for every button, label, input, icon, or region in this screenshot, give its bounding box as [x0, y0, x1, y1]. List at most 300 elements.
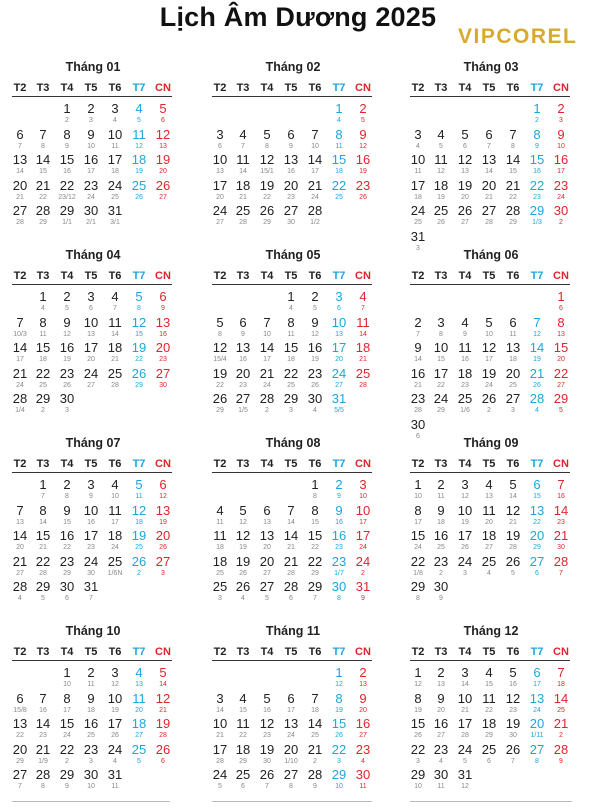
- lunar-date: 4: [439, 757, 443, 765]
- day-cell: [303, 692, 327, 715]
- solar-date: 30: [59, 391, 75, 406]
- lunar-date: 20: [87, 356, 95, 363]
- day-cell: [477, 717, 501, 740]
- day-cell: [151, 179, 175, 202]
- lunar-date: 23: [461, 381, 469, 389]
- day-cell: [453, 768, 477, 791]
- day-cell: [327, 555, 351, 578]
- lunar-date: 15: [135, 330, 143, 338]
- lunar-date: 6: [337, 305, 341, 312]
- lunar-date: 28: [111, 381, 119, 389]
- day-cell: [351, 316, 375, 339]
- solar-date: 8: [557, 314, 565, 330]
- lunar-date: 20: [159, 168, 167, 175]
- day-cell: [327, 179, 351, 202]
- day-cell: [477, 316, 501, 339]
- solar-date: 21: [259, 365, 275, 381]
- day-cell: [31, 392, 55, 415]
- lunar-date: 14: [159, 681, 167, 688]
- solar-date: 1: [39, 289, 47, 304]
- lunar-date: 12: [359, 142, 367, 150]
- day-cell: [501, 743, 525, 766]
- day-cell: [279, 717, 303, 740]
- day-cell: [8, 504, 32, 527]
- solar-date: 9: [414, 340, 422, 355]
- day-cell: [127, 128, 151, 151]
- lunar-date: 28: [461, 732, 469, 739]
- lunar-date: 14: [509, 493, 517, 500]
- day-cell: [429, 128, 453, 151]
- day-cell: [525, 179, 549, 202]
- lunar-date: 9: [361, 595, 365, 602]
- lunar-date: 23: [239, 381, 247, 389]
- weekday-label: T5: [84, 646, 98, 658]
- lunar-date: 11: [287, 330, 295, 338]
- lunar-date: 14: [39, 518, 47, 526]
- lunar-date: 1/8: [413, 569, 423, 577]
- lunar-date: 2: [361, 569, 365, 577]
- day-cell: [208, 529, 232, 552]
- day-cell: [279, 555, 303, 578]
- solar-date: 10: [457, 690, 473, 706]
- lunar-date: 10: [359, 493, 367, 500]
- weekday-label: T7: [530, 458, 544, 470]
- day-cell: [303, 717, 327, 740]
- lunar-date: 22: [239, 732, 247, 739]
- solar-date: 19: [505, 528, 521, 543]
- solar-date: 8: [335, 690, 343, 706]
- day-cell: [351, 153, 375, 176]
- weekday-label: CN: [553, 82, 569, 94]
- lunar-date: 26: [359, 193, 367, 201]
- solar-date: 23: [83, 741, 99, 757]
- solar-date: 17: [107, 716, 123, 731]
- day-cell: [231, 367, 255, 390]
- day-cell: [303, 392, 327, 415]
- weekday-label: CN: [155, 646, 171, 658]
- day-cell: [279, 692, 303, 715]
- lunar-date: 25: [135, 544, 143, 551]
- day-cell: [303, 204, 327, 227]
- lunar-date: 5: [41, 595, 45, 602]
- day-cell: [279, 341, 303, 364]
- solar-date: 10: [83, 502, 99, 518]
- day-cell: [151, 529, 175, 552]
- weekday-label: T5: [284, 270, 298, 282]
- day-cell: [55, 179, 79, 202]
- solar-date: 18: [355, 340, 371, 355]
- day-cell: [477, 341, 501, 364]
- day-cell: [55, 367, 79, 390]
- solar-date: 20: [529, 528, 545, 543]
- solar-date: 14: [553, 690, 569, 706]
- day-cell: [103, 367, 127, 390]
- weekday-label: CN: [155, 82, 171, 94]
- month-title: Tháng 02: [265, 60, 321, 74]
- day-cell: [255, 316, 279, 339]
- day-cell: [453, 153, 477, 176]
- lunar-date: 27: [359, 732, 367, 739]
- lunar-date: 28: [159, 732, 167, 739]
- day-cell: [151, 692, 175, 715]
- day-cell: [549, 478, 573, 501]
- lunar-date: 25: [509, 381, 517, 389]
- day-cell: [406, 153, 430, 176]
- day-cell: [231, 392, 255, 415]
- day-cell: [303, 367, 327, 390]
- day-cell: [351, 555, 375, 578]
- lunar-date: 3: [463, 569, 467, 577]
- day-cell: [55, 102, 79, 125]
- solar-date: 18: [212, 553, 228, 569]
- day-cell: [79, 478, 103, 501]
- solar-date: 1: [63, 665, 71, 680]
- lunar-date: 7: [559, 569, 563, 577]
- lunar-date: 25: [311, 732, 319, 739]
- lunar-date: 5: [137, 757, 141, 765]
- weekday-label: T2: [411, 270, 425, 282]
- lunar-date: 16: [239, 356, 247, 363]
- solar-date: 25: [212, 579, 228, 594]
- solar-date: 11: [108, 502, 122, 518]
- lunar-date: 11: [335, 142, 343, 150]
- day-cell: [103, 341, 127, 364]
- solar-date: 21: [12, 553, 28, 569]
- weekday-label: T6: [506, 270, 520, 282]
- solar-date: 4: [485, 477, 493, 492]
- solar-date: 12: [481, 340, 497, 355]
- day-cell: [525, 153, 549, 176]
- day-cell: [127, 367, 151, 390]
- weekday-label: T4: [260, 82, 274, 94]
- lunar-date: 18: [311, 706, 319, 714]
- day-cell: [351, 179, 375, 202]
- weekday-label: T7: [530, 646, 544, 658]
- lunar-date: 21: [216, 732, 224, 739]
- weekday-label: T4: [260, 646, 274, 658]
- lunar-date: 18: [135, 518, 143, 526]
- day-cell: [351, 692, 375, 715]
- solar-date: 9: [87, 690, 95, 706]
- lunar-date: 13: [359, 681, 367, 688]
- solar-date: 2: [359, 101, 367, 116]
- solar-date: 7: [311, 690, 319, 706]
- solar-date: 7: [509, 126, 517, 142]
- solar-date: 14: [259, 340, 275, 355]
- solar-date: 19: [481, 365, 497, 381]
- page-title: Lịch Âm Dương 2025: [159, 2, 437, 32]
- solar-date: 17: [457, 528, 473, 543]
- lunar-date: 22: [39, 193, 47, 201]
- solar-date: 4: [135, 101, 143, 116]
- lunar-date: 20: [461, 193, 469, 201]
- lunar-date: 24: [87, 193, 95, 201]
- solar-date: 5: [159, 101, 167, 116]
- weekday-label: T3: [434, 270, 448, 282]
- weekday-label: T5: [482, 458, 496, 470]
- day-cell: [549, 743, 573, 766]
- day-cell: [477, 204, 501, 227]
- day-cell: [429, 341, 453, 364]
- day-cell: [279, 128, 303, 151]
- day-cell: [429, 580, 453, 603]
- lunar-date: 14: [461, 681, 469, 688]
- solar-date: 27: [529, 741, 545, 757]
- lunar-date: 16: [87, 518, 95, 526]
- day-cell: [525, 666, 549, 689]
- lunar-date: 28: [485, 219, 493, 226]
- lunar-date: 21: [16, 193, 24, 201]
- day-cell: [279, 367, 303, 390]
- lunar-date: 26: [437, 219, 445, 226]
- lunar-date: 5: [511, 569, 515, 577]
- lunar-date: 29: [509, 219, 517, 226]
- solar-date: 26: [131, 553, 147, 569]
- lunar-date: 29: [16, 757, 24, 765]
- solar-date: 22: [529, 177, 545, 193]
- weekday-label: T7: [530, 270, 544, 282]
- lunar-date: 19: [135, 168, 143, 175]
- lunar-date: 17: [87, 168, 95, 175]
- lunar-date: 10: [414, 493, 422, 500]
- solar-date: 12: [131, 314, 147, 330]
- lunar-date: 14: [414, 356, 422, 363]
- solar-date: 2: [437, 477, 445, 492]
- day-cell: [151, 717, 175, 740]
- day-cell: [103, 290, 127, 313]
- day-cell: [549, 316, 573, 339]
- lunar-date: 25: [216, 569, 224, 577]
- lunar-date: 18: [437, 518, 445, 526]
- lunar-date: 12: [111, 681, 119, 688]
- day-cell: [255, 580, 279, 603]
- solar-date: 25: [457, 391, 473, 406]
- solar-date: 19: [155, 152, 171, 167]
- solar-date: 4: [485, 665, 493, 680]
- solar-date: 30: [83, 203, 99, 218]
- lunar-date: 23: [159, 356, 167, 363]
- weekday-label: T2: [13, 82, 27, 94]
- solar-date: 2: [63, 289, 71, 304]
- day-cell: [453, 504, 477, 527]
- solar-date: 22: [59, 177, 75, 193]
- weekday-label: T5: [284, 458, 298, 470]
- day-cell: [327, 128, 351, 151]
- solar-date: 9: [63, 314, 71, 330]
- solar-date: 13: [283, 152, 299, 167]
- day-cell: [453, 128, 477, 151]
- day-cell: [279, 316, 303, 339]
- day-cell: [31, 478, 55, 501]
- solar-date: 27: [283, 203, 299, 218]
- solar-date: 15: [307, 528, 323, 543]
- lunar-date: 13: [335, 330, 343, 338]
- day-cell: [55, 478, 79, 501]
- month-block: [410, 624, 572, 809]
- day-cell: [351, 367, 375, 390]
- day-cell: [327, 743, 351, 766]
- solar-date: 6: [16, 126, 24, 142]
- lunar-date: 20: [135, 706, 143, 714]
- lunar-date: 19: [359, 168, 367, 175]
- day-cell: [231, 555, 255, 578]
- lunar-date: 24: [359, 544, 367, 551]
- day-cell: [79, 717, 103, 740]
- solar-date: 13: [12, 152, 28, 167]
- solar-date: 22: [307, 553, 323, 569]
- weekday-label: T2: [213, 458, 227, 470]
- weekday-label: T7: [132, 646, 146, 658]
- solar-date: 18: [235, 741, 251, 757]
- solar-date: 26: [505, 741, 521, 757]
- solar-date: 6: [287, 126, 295, 142]
- lunar-date: 22: [216, 381, 224, 389]
- solar-date: 20: [12, 741, 28, 757]
- solar-date: 16: [307, 340, 323, 355]
- day-cell: [79, 666, 103, 689]
- day-cell: [255, 367, 279, 390]
- solar-date: 25: [107, 365, 123, 381]
- weekday-label: T6: [506, 646, 520, 658]
- day-cell: [279, 743, 303, 766]
- lunar-date: 17: [263, 356, 271, 363]
- lunar-date: 28: [414, 407, 422, 414]
- day-cell: [8, 743, 32, 766]
- day-cell: [501, 504, 525, 527]
- solar-date: 17: [457, 716, 473, 731]
- lunar-date: 30: [287, 219, 295, 226]
- lunar-date: 19: [533, 356, 541, 363]
- solar-date: 6: [263, 502, 271, 518]
- solar-date: 24: [355, 553, 371, 569]
- solar-date: 22: [35, 365, 51, 381]
- weekday-label: T4: [60, 270, 74, 282]
- solar-date: 8: [414, 502, 422, 518]
- day-cell: [477, 128, 501, 151]
- lunar-date: 22: [63, 544, 71, 551]
- solar-date: 5: [263, 690, 271, 706]
- solar-date: 13: [235, 340, 251, 355]
- weekday-label: T7: [332, 82, 346, 94]
- weekday-label: T5: [482, 646, 496, 658]
- day-cell: [103, 316, 127, 339]
- lunar-date: 27: [159, 193, 167, 201]
- day-cell: [549, 504, 573, 527]
- lunar-date: 2: [65, 757, 69, 765]
- day-cell: [477, 666, 501, 689]
- day-cell: [525, 392, 549, 415]
- day-cell: [406, 666, 430, 689]
- solar-date: 15: [410, 716, 426, 731]
- day-cell: [55, 128, 79, 151]
- solar-date: 29: [410, 767, 426, 782]
- lunar-date: 8: [65, 493, 69, 500]
- lunar-date: 19: [461, 518, 469, 526]
- lunar-date: 9: [439, 595, 443, 602]
- solar-date: 3: [359, 477, 367, 492]
- day-cell: [255, 768, 279, 791]
- solar-date: 30: [83, 767, 99, 782]
- lunar-date: 15/1: [260, 168, 274, 175]
- day-cell: [103, 555, 127, 578]
- weekday-label: CN: [355, 458, 371, 470]
- solar-date: 13: [155, 314, 171, 330]
- lunar-date: 27: [461, 219, 469, 226]
- divider: [212, 801, 372, 802]
- lunar-date: 29: [39, 219, 47, 226]
- weekday-label: T6: [108, 646, 122, 658]
- lunar-date: 7: [265, 783, 269, 790]
- lunar-date: 10/3: [13, 330, 27, 338]
- solar-date: 24: [83, 365, 99, 381]
- solar-date: 6: [239, 314, 247, 330]
- weekday-label: T2: [213, 646, 227, 658]
- lunar-date: 2: [137, 569, 141, 577]
- solar-date: 15: [331, 716, 347, 731]
- solar-date: 2: [311, 289, 319, 304]
- day-cell: [279, 580, 303, 603]
- day-cell: [127, 179, 151, 202]
- lunar-date: 14: [216, 706, 224, 714]
- day-cell: [8, 768, 32, 791]
- day-cell: [103, 128, 127, 151]
- day-cell: [8, 367, 32, 390]
- lunar-date: 4: [416, 142, 420, 150]
- day-cell: [8, 316, 32, 339]
- day-cell: [303, 529, 327, 552]
- day-cell: [79, 555, 103, 578]
- day-cell: [79, 316, 103, 339]
- day-cell: [549, 204, 573, 227]
- lunar-date: 5: [65, 305, 69, 312]
- lunar-date: 25: [39, 381, 47, 389]
- solar-date: 27: [155, 553, 171, 569]
- solar-date: 4: [239, 690, 247, 706]
- day-cell: [55, 290, 79, 313]
- solar-date: 15: [35, 528, 51, 543]
- solar-date: 18: [107, 340, 123, 355]
- solar-date: 23: [553, 177, 569, 193]
- day-cell: [55, 717, 79, 740]
- day-cell: [406, 316, 430, 339]
- lunar-date: 15: [311, 518, 319, 526]
- lunar-date: 4: [337, 117, 341, 124]
- day-cell: [327, 717, 351, 740]
- lunar-date: 11: [437, 783, 445, 790]
- solar-date: 23: [59, 553, 75, 569]
- solar-date: 19: [155, 716, 171, 731]
- weekday-label: T6: [506, 82, 520, 94]
- weekday-label: T7: [132, 458, 146, 470]
- solar-date: 8: [311, 502, 319, 518]
- lunar-date: 26: [159, 544, 167, 551]
- lunar-date: 4: [487, 569, 491, 577]
- lunar-date: 5: [137, 117, 141, 124]
- lunar-date: 26: [414, 732, 422, 739]
- month-title: Tháng 01: [65, 60, 121, 74]
- weekday-label: T2: [213, 270, 227, 282]
- solar-date: 24: [331, 365, 347, 381]
- lunar-date: 12: [461, 493, 469, 500]
- day-cell: [255, 179, 279, 202]
- solar-date: 17: [212, 177, 228, 193]
- solar-date: 13: [283, 716, 299, 731]
- day-cell: [501, 179, 525, 202]
- solar-date: 11: [356, 314, 370, 330]
- lunar-date: 28: [216, 757, 224, 765]
- day-cell: [8, 692, 32, 715]
- solar-date: 5: [135, 289, 143, 304]
